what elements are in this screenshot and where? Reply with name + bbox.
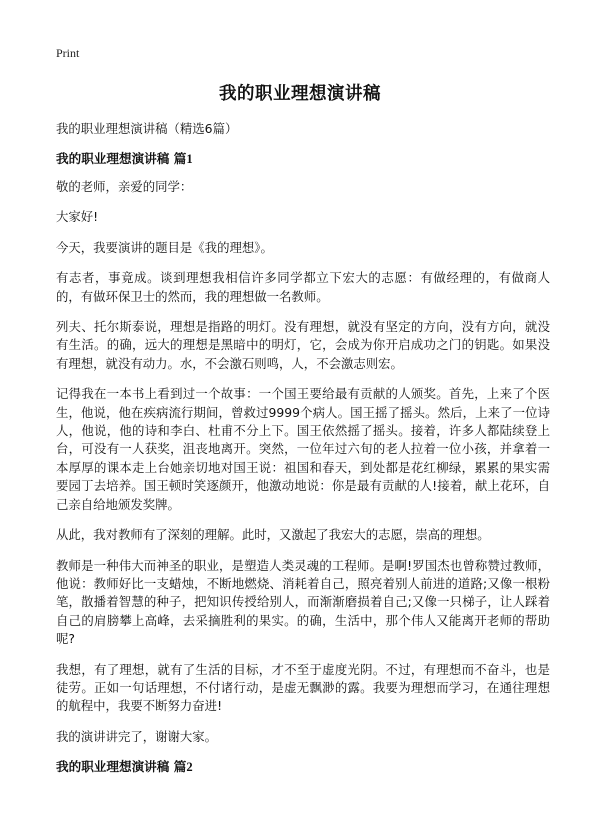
article-subtitle: 我的职业理想演讲稿（精选6篇）: [56, 121, 238, 136]
section-heading-2-number: 2: [186, 760, 193, 775]
section-heading-2: [56, 758, 550, 776]
page-title: 我的职业理想演讲稿: [219, 84, 381, 104]
paragraph-tolstoy: 列夫、托尔斯泰说，理想是指路的明灯。没有理想，就没有坚定的方向，没有方向，就没有生活。的确，远大的理想是黑暗中的明灯，它，会成为你开启成功之门的钥匙。如果没有理想，就没有动力。水，不会激石则鸣，人，不会激志则宏。: [56, 319, 550, 371]
section-heading-1: [56, 150, 550, 168]
paragraph-greeting: 敬的老师，亲爱的同学：: [56, 179, 193, 194]
section-heading-2-text: 我的职业理想演讲稿 篇: [56, 759, 187, 775]
paragraph-teacher: 教师是一种伟大而神圣的职业，是塑造人类灵魂的工程师。是啊!罗国杰也曾称赞过教师，他说：教师好比一支蜡烛，不断地燃烧、消耗着自己，照亮着别人前进的道路;又像一根粉笔，散播着智慧的种子，把知识传授给别人，而渐渐磨损着自己;又像一只梯子，让人踩着自己的肩膀攀上高峰，去采摘胜利的果实。的确，生活中，那个伟人又能离开老师的帮助呢?: [56, 557, 550, 647]
paragraph-hello: 大家好!: [56, 209, 99, 225]
print-link[interactable]: Print: [56, 46, 80, 60]
paragraph-ambition: 有志者，事竟成。谈到理想我相信许多同学都立下宏大的志愿：有做经理的，有做商人的，有做环保卫士的然而，我的理想做一名教师。: [56, 270, 550, 304]
paragraph-closing: 我的演讲讲完了，谢谢大家。: [56, 728, 218, 744]
article-body: [56, 120, 550, 786]
section-heading-1-text: 我的职业理想演讲稿 篇: [56, 151, 187, 166]
paragraph-striving: 我想，有了理想，就有了生活的目标，才不至于虚度光阴。不过，有理想而不奋斗，也是徒劳。正如一句话理想，不付诸行动，是虚无飘渺的露。我要为理想而学习，在通往理想的航程中，我要不断努力奋进!: [56, 661, 550, 714]
paragraph-story: 记得我在一本书上看到过一个故事：一个国王要给最有贡献的人颁奖。首先，上来了个医生，他说，他在疾病流行期间，曾救过9999个病人。国王摇了摇头。然后，上来了一位诗人，他说，他的诗和李白、杜甫不分上下。国王依然摇了摇头。接着，许多人都陆续登上台，可没有一人获奖，沮丧地离开。突然，一位年过六旬的老人拉着一位小孩，并拿着一本厚厚的课本走上台她亲切地对国王说：祖国和春天，到处都是花红柳绿，累累的果实需要园丁去培养。国王顿时笑逐颜开，他激动地说：你是最有贡献的人!接着，献上花环，自己亲自给地颁发奖牌。: [56, 386, 550, 512]
paragraph-topic: 今天，我要演讲的题目是《我的理想》。: [56, 239, 273, 255]
section-heading-1-number: 1: [186, 152, 193, 166]
paragraph-understanding: 从此，我对教师有了深刻的理解。此时，又激起了我宏大的志愿，崇高的理想。: [56, 527, 490, 543]
